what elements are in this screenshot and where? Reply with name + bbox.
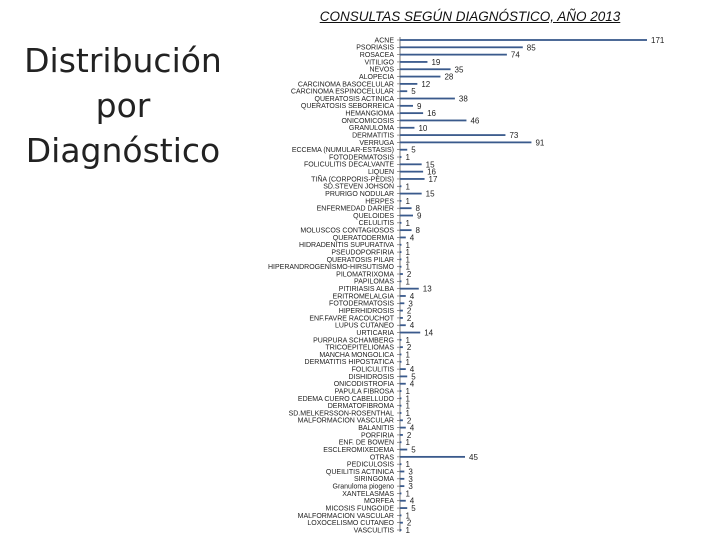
category-label: PURPURA SCHAMBERG bbox=[313, 337, 394, 345]
bar bbox=[400, 178, 425, 180]
category-label: PAPULA FIBROSA bbox=[334, 388, 394, 396]
value-label: 1 bbox=[405, 357, 410, 367]
value-label: 13 bbox=[422, 284, 432, 294]
bar bbox=[400, 185, 401, 187]
category-label: LIQUEN bbox=[367, 169, 394, 177]
bar bbox=[400, 332, 420, 334]
bar bbox=[400, 500, 406, 502]
bar bbox=[400, 346, 403, 348]
category-label: EDEMA CUERO CABELLUDO bbox=[297, 395, 394, 403]
bar bbox=[400, 493, 401, 495]
value-label: 1 bbox=[405, 408, 410, 418]
value-label: 9 bbox=[417, 211, 422, 221]
value-label: 16 bbox=[427, 167, 437, 177]
category-label: LOXOCELISMO CUTANEO bbox=[307, 520, 394, 528]
category-label: CARCINOMA ESPINOCELULAR bbox=[290, 88, 394, 96]
category-label: SD.STEVEN JOHSON bbox=[323, 183, 394, 191]
value-label: 1 bbox=[405, 262, 410, 272]
category-label: MALFORMACION VASCULAR bbox=[297, 512, 394, 520]
value-label: 4 bbox=[409, 233, 415, 243]
value-label: 171 bbox=[651, 36, 665, 45]
category-label: PAPILOMAS bbox=[354, 278, 394, 286]
category-label: HIPERANDROGENISMO-HIRSUTISMO bbox=[267, 264, 394, 272]
value-label: 3 bbox=[408, 299, 413, 309]
bar bbox=[400, 339, 401, 341]
side-title-line-2: por bbox=[95, 86, 151, 125]
value-label: 3 bbox=[408, 467, 413, 477]
bar bbox=[400, 456, 465, 458]
category-label: PSEUDOPORFIRIA bbox=[331, 249, 394, 257]
value-label: 1 bbox=[405, 335, 410, 345]
bar bbox=[400, 90, 407, 92]
value-label: 4 bbox=[409, 496, 415, 506]
bar bbox=[400, 427, 406, 429]
category-label: BALANITIS bbox=[358, 425, 394, 433]
category-label: ECCEMA (NUMULAR-ESTASIS) bbox=[291, 147, 394, 155]
value-label: 35 bbox=[454, 65, 464, 75]
value-label: 1 bbox=[405, 387, 410, 397]
value-label: 2 bbox=[406, 343, 412, 353]
category-label: FOTODERMATOSIS bbox=[329, 300, 394, 308]
bar bbox=[400, 105, 413, 107]
bar bbox=[400, 149, 407, 151]
value-label: 1 bbox=[405, 196, 410, 206]
value-label: 4 bbox=[409, 365, 415, 375]
value-label: 1 bbox=[405, 460, 410, 470]
category-label: FOLICULITIS DECALVANTE bbox=[304, 161, 394, 169]
value-label: 3 bbox=[408, 474, 413, 484]
value-label: 8 bbox=[415, 204, 421, 214]
category-label: URTICARIA bbox=[356, 329, 394, 337]
bar bbox=[400, 324, 406, 326]
category-label: ONICODISTROFIA bbox=[333, 381, 394, 389]
value-label: 91 bbox=[535, 138, 545, 148]
value-label: 5 bbox=[411, 145, 416, 155]
category-label: VASCULITIS bbox=[353, 527, 394, 535]
bar bbox=[400, 68, 451, 70]
value-label: 1 bbox=[405, 218, 410, 228]
value-label: 1 bbox=[405, 350, 410, 360]
bar bbox=[400, 449, 407, 451]
value-label: 1 bbox=[405, 489, 410, 499]
value-label: 2 bbox=[406, 270, 412, 280]
bar bbox=[400, 229, 412, 231]
side-title-line-3: Diagnóstico bbox=[25, 131, 221, 170]
value-label: 4 bbox=[409, 423, 415, 433]
bar bbox=[400, 522, 403, 524]
category-label: VITILIGO bbox=[364, 59, 394, 67]
side-title-line-1: Distribución bbox=[24, 41, 222, 80]
value-label: 1 bbox=[405, 511, 410, 521]
bar bbox=[400, 471, 404, 473]
bar bbox=[400, 39, 647, 41]
category-label: QUELOIDES bbox=[353, 212, 394, 220]
bar bbox=[400, 397, 401, 399]
bar bbox=[400, 485, 404, 487]
value-label: 28 bbox=[444, 72, 454, 82]
bar bbox=[400, 259, 401, 261]
category-label: QUERATOSIS PILAR bbox=[326, 256, 394, 264]
category-label: LUPUS CUTANEO bbox=[335, 322, 394, 330]
y-axis-ticks bbox=[397, 40, 400, 530]
bar bbox=[400, 295, 406, 297]
bar bbox=[400, 244, 401, 246]
value-label: 17 bbox=[428, 174, 438, 184]
bar bbox=[400, 288, 419, 290]
bar bbox=[400, 215, 413, 217]
value-label: 1 bbox=[405, 153, 410, 163]
bar bbox=[400, 266, 401, 268]
bars-group bbox=[400, 39, 647, 531]
category-label: MICOSIS FUNGOIDE bbox=[325, 505, 394, 513]
value-label: 1 bbox=[405, 438, 410, 448]
category-label: HIDRADENITIS SUPURATIVA bbox=[298, 242, 394, 250]
value-label: 12 bbox=[421, 79, 431, 89]
bar bbox=[400, 361, 401, 363]
bar bbox=[400, 302, 404, 304]
category-label: TIÑA (CORPORIS-PEDIS) bbox=[311, 176, 394, 184]
bar bbox=[400, 193, 422, 195]
category-label: OTRAS bbox=[369, 454, 394, 462]
category-label: DISHIDROSIS bbox=[348, 373, 394, 381]
bar bbox=[400, 76, 440, 78]
bar bbox=[400, 54, 507, 56]
category-label: ENFERMEDAD DARIER bbox=[316, 205, 394, 213]
bar bbox=[400, 134, 505, 136]
category-label: ENF.FAVRE RACOUCHOT bbox=[309, 315, 394, 323]
category-label: PEDICULOSIS bbox=[346, 461, 394, 469]
bar bbox=[400, 46, 523, 48]
value-label: 1 bbox=[405, 277, 410, 287]
category-label: SD.MELKERSSON-ROSENTHAL bbox=[288, 410, 394, 418]
category-label: QUERATOSIS ACTINICA bbox=[314, 95, 394, 103]
value-label: 1 bbox=[405, 248, 410, 258]
bar bbox=[400, 514, 401, 516]
category-label: NEVOS bbox=[369, 66, 394, 74]
value-label: 5 bbox=[411, 87, 416, 97]
value-label: 4 bbox=[409, 379, 415, 389]
bar bbox=[400, 141, 531, 143]
value-label: 9 bbox=[417, 101, 422, 111]
category-label: CELULITIS bbox=[358, 220, 394, 228]
category-label: MORFEA bbox=[364, 498, 394, 506]
value-label: 85 bbox=[526, 43, 536, 53]
value-label: 10 bbox=[418, 123, 428, 133]
bar bbox=[400, 237, 406, 239]
value-label: 14 bbox=[424, 328, 434, 338]
value-label: 2 bbox=[406, 306, 412, 316]
bar bbox=[400, 434, 403, 436]
value-label: 1 bbox=[405, 182, 410, 192]
category-label: MALFORMACION VASCULAR bbox=[297, 417, 394, 425]
category-label: MOLUSCOS CONTAGIOSOS bbox=[300, 227, 394, 235]
value-label: 8 bbox=[415, 226, 421, 236]
category-label: TRICOEPITELIOMAS bbox=[325, 344, 394, 352]
chart-title: CONSULTAS SEGÚN DIAGNÓSTICO, AÑO 2013 bbox=[319, 9, 621, 24]
value-label: 46 bbox=[470, 116, 480, 126]
category-label: ALOPECIA bbox=[358, 73, 394, 81]
category-label: HIPERHIDROSIS bbox=[338, 307, 394, 315]
bar bbox=[400, 310, 403, 312]
value-label: 2 bbox=[406, 518, 412, 528]
value-label: 38 bbox=[458, 94, 468, 104]
bar bbox=[400, 405, 401, 407]
bar bbox=[400, 354, 401, 356]
category-label: ERITROMELALGIA bbox=[332, 293, 394, 301]
value-label: 2 bbox=[406, 313, 412, 323]
bar bbox=[400, 156, 401, 158]
value-labels bbox=[405, 36, 664, 535]
bar bbox=[400, 383, 406, 385]
bar bbox=[400, 163, 422, 165]
value-label: 73 bbox=[509, 131, 519, 141]
value-label: 45 bbox=[469, 452, 478, 462]
bar bbox=[400, 368, 406, 370]
bar bbox=[400, 222, 401, 224]
bar bbox=[400, 317, 403, 319]
bar bbox=[400, 61, 427, 63]
category-label: PSORIASIS bbox=[356, 44, 394, 52]
bar bbox=[400, 280, 401, 282]
bar bbox=[400, 127, 414, 129]
value-label: 5 bbox=[411, 504, 416, 514]
category-label: DERMATOFIBROMA bbox=[327, 403, 394, 411]
bar bbox=[400, 507, 407, 509]
category-label: QUERATOSIS SEBORREICA bbox=[300, 103, 394, 111]
value-label: 5 bbox=[411, 372, 416, 382]
category-label: Granuloma piogeno bbox=[332, 483, 394, 491]
category-label: PITIRIASIS ALBA bbox=[338, 286, 394, 294]
value-label: 74 bbox=[510, 50, 520, 60]
category-label: DERMATITIS HIPOSTATICA bbox=[304, 359, 394, 367]
bar bbox=[400, 529, 401, 531]
category-label: ESCLEROMIXEDEMA bbox=[323, 446, 394, 454]
bar bbox=[400, 200, 401, 202]
value-label: 1 bbox=[405, 526, 410, 535]
bar bbox=[400, 112, 423, 114]
bar bbox=[400, 251, 401, 253]
bar bbox=[400, 376, 407, 378]
value-label: 4 bbox=[409, 321, 415, 331]
bar bbox=[400, 463, 401, 465]
category-label: XANTELASMAS bbox=[342, 490, 394, 498]
value-label: 1 bbox=[405, 255, 410, 265]
category-label: HERPES bbox=[365, 198, 394, 206]
value-label: 2 bbox=[406, 430, 412, 440]
category-label: SIRINGOMA bbox=[353, 476, 394, 484]
bar bbox=[400, 83, 417, 85]
category-label: PRURIGO NODULAR bbox=[325, 190, 394, 198]
value-label: 1 bbox=[405, 401, 410, 411]
bar bbox=[400, 419, 403, 421]
value-label: 19 bbox=[431, 57, 441, 67]
value-label: 16 bbox=[427, 109, 437, 119]
bar bbox=[400, 171, 423, 173]
value-label: 5 bbox=[411, 445, 416, 455]
category-label: VERRUGA bbox=[359, 139, 394, 147]
category-label: ACNE bbox=[374, 37, 394, 45]
category-label: PILOMATRIXOMA bbox=[336, 271, 394, 279]
category-labels bbox=[268, 37, 395, 534]
value-label: 1 bbox=[405, 240, 410, 250]
category-label: QUERATODERMIA bbox=[332, 234, 394, 242]
bar bbox=[400, 98, 455, 100]
category-label: FOTODERMATOSIS bbox=[329, 154, 394, 162]
bar bbox=[400, 441, 401, 443]
bar bbox=[400, 390, 401, 392]
value-label: 15 bbox=[425, 189, 435, 199]
category-label: ROSACEA bbox=[359, 52, 394, 60]
category-label: QUEILITIS ACTINICA bbox=[325, 468, 394, 476]
category-label: ONICOMICOSIS bbox=[341, 117, 394, 125]
value-label: 3 bbox=[408, 482, 413, 492]
value-label: 4 bbox=[409, 291, 415, 301]
bar bbox=[400, 412, 401, 414]
category-label: CARCINOMA BASOCELULAR bbox=[297, 81, 394, 89]
value-label: 15 bbox=[425, 160, 435, 170]
bar bbox=[400, 273, 403, 275]
bar bbox=[400, 207, 412, 209]
category-label: DERMATITIS bbox=[352, 132, 394, 140]
category-label: MANCHA MONGOLICA bbox=[319, 351, 394, 359]
value-label: 1 bbox=[405, 394, 410, 404]
bar bbox=[400, 478, 404, 480]
value-label: 2 bbox=[406, 416, 412, 426]
bar bbox=[400, 120, 466, 122]
category-label: ENF. DE BOWEN bbox=[338, 439, 394, 447]
category-label: FOLICULITIS bbox=[351, 366, 394, 374]
category-label: PORFIRIA bbox=[360, 432, 394, 440]
category-label: GRANULOMA bbox=[348, 125, 394, 133]
category-label: HEMANGIOMA bbox=[345, 110, 394, 118]
